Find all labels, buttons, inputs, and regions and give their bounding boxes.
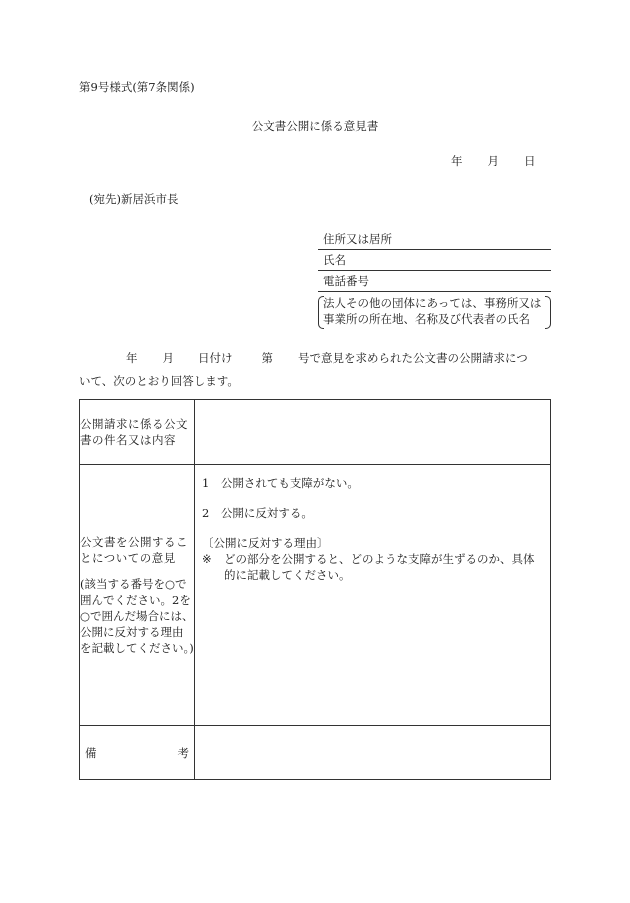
phone-field[interactable] — [318, 271, 551, 292]
name-label: 氏名 — [323, 253, 346, 267]
body-paragraph — [79, 347, 554, 393]
bracket-left — [318, 296, 324, 329]
opinion-label: 公文書を公開することについての意見 — [80, 535, 188, 565]
reason-label: 〔公開に反対する理由〕 — [202, 536, 329, 550]
date-day: 日 — [524, 154, 536, 168]
note-text: どの部分を公開すると、どのような支障が生ずるのか、具体的に記載してください。 — [224, 552, 535, 582]
remarks-input-cell[interactable] — [195, 726, 551, 780]
remarks-label-cell — [80, 726, 195, 780]
remarks-char-1: 備 — [85, 745, 97, 760]
table-row-remarks — [80, 726, 551, 780]
date-month: 月 — [487, 154, 499, 168]
corporate-note — [318, 294, 551, 329]
body-line-1 — [79, 347, 554, 370]
table-row-subject — [80, 400, 551, 465]
page-title: 公文書公開に係る意見書 — [251, 119, 379, 133]
phone-label: 電話番号 — [323, 274, 369, 288]
subject-label-cell — [80, 400, 195, 465]
remarks-char-2: 考 — [177, 745, 189, 760]
form-number: 第9号様式(第7条関係) — [79, 80, 195, 94]
body-dated: 日付け — [198, 351, 233, 365]
option-2[interactable]: 2 公開に反対する。 — [202, 506, 313, 520]
option-1[interactable]: 1 公開されても支障がない。 — [202, 476, 359, 490]
address-field[interactable] — [318, 229, 551, 250]
name-field[interactable] — [318, 250, 551, 271]
address-label: 住所又は居所 — [323, 232, 392, 246]
body-line-2: いて、次のとおり回答します。 — [79, 374, 239, 388]
body-month: 月 — [162, 351, 174, 365]
applicant-block — [318, 229, 551, 329]
subject-label: 公開請求に係る公文書の件名又は内容 — [80, 417, 188, 447]
date-year: 年 — [451, 154, 463, 168]
reason-note — [202, 551, 542, 583]
addressee: (宛先)新居浜市長 — [89, 192, 179, 206]
opinion-content — [195, 465, 550, 583]
opinion-instruction: (該当する番号を○で囲んでください。2を○で囲んだ場合には、公開に反対する理由を記載してください。) — [80, 577, 194, 655]
opinion-table — [79, 399, 551, 780]
opinion-input-cell[interactable] — [195, 465, 551, 726]
bracket-right — [545, 296, 551, 329]
note-mark: ※ — [202, 552, 212, 566]
body-line1-rest: 号で意見を求められた公文書の公開請求につ — [298, 351, 528, 365]
subject-input-cell[interactable] — [195, 400, 551, 465]
corporate-note-line2: 事業所の所在地、名称及び代表者の氏名 — [323, 312, 530, 326]
body-no-prefix: 第 — [261, 351, 273, 365]
body-year: 年 — [126, 351, 138, 365]
date-line — [451, 156, 536, 168]
opinion-label-cell — [80, 465, 195, 726]
table-row-opinion — [80, 465, 551, 726]
corporate-note-line1: 法人その他の団体にあっては、事務所又は — [323, 296, 542, 310]
remarks-label — [80, 744, 194, 762]
